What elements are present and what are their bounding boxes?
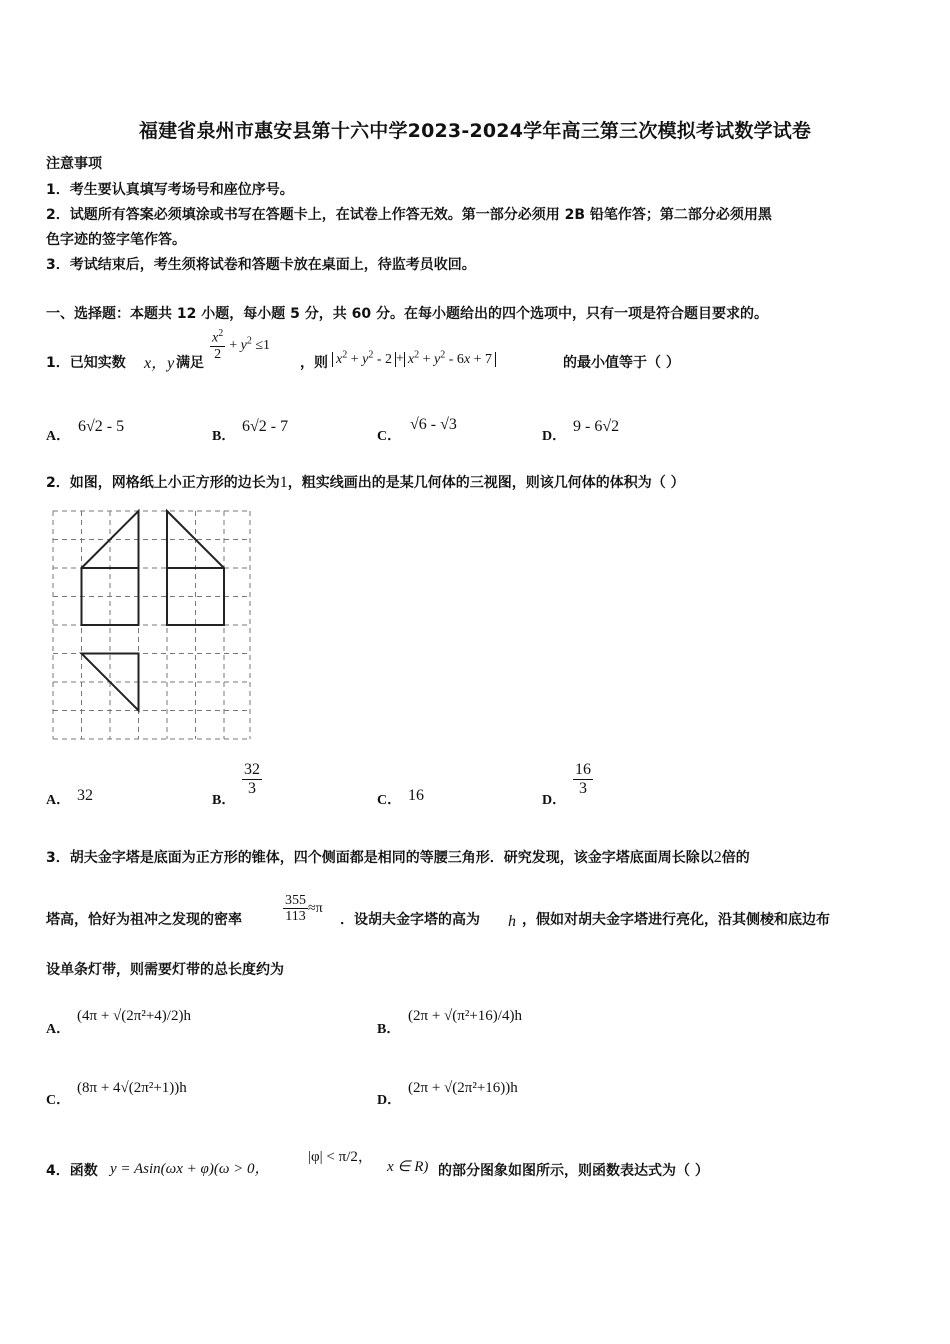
q3-line2c: ，假如对胡夫金字塔进行亮化，沿其侧棱和底边布 xyxy=(522,912,830,928)
q2-option-a-letter: A． xyxy=(46,793,71,808)
q3-option-c: (8π + 4√(2π²+1))h xyxy=(77,1080,187,1096)
q2-option-b xyxy=(242,761,262,797)
q2-option-d-num: 16 xyxy=(575,761,591,778)
q3-line1 xyxy=(46,847,750,867)
q3-option-b: (2π + √(π²+16)/4)h xyxy=(408,1008,522,1024)
q2-option-d-letter: D． xyxy=(542,793,567,808)
q3-h: h xyxy=(508,913,516,930)
q1-option-d-letter: D． xyxy=(542,429,567,444)
q2-option-b-letter: B． xyxy=(212,793,236,808)
q2-stem-part: 2．如图，网格纸上小正方形的边长为 xyxy=(46,475,280,491)
q4-domain: x ∈ R) xyxy=(387,1159,429,1175)
side-view xyxy=(167,511,224,625)
q2-stem-num: 1 xyxy=(279,474,288,491)
q3-option-a: (4π + √(2π²+4)/2)h xyxy=(77,1008,191,1024)
q4-function: y = Asin(ωx + φ)(ω > 0， xyxy=(110,1161,270,1177)
q2-option-a: 32 xyxy=(77,787,93,804)
q1-option-b-letter: B． xyxy=(212,429,236,444)
q3-option-d-letter: D． xyxy=(377,1093,402,1108)
q3-line1-text: 3．胡夫金字塔是底面为正方形的锥体，四个侧面都是相同的等腰三角形．研究发现，该金字塔底面周长除以 xyxy=(46,850,714,866)
notice-item: 3．考试结束后，考生须将试卷和答题卡放在桌面上，待监考员收回。 xyxy=(46,257,476,273)
q1-option-d: 9 - 6√2 xyxy=(573,418,620,435)
q2-option-c-letter: C． xyxy=(377,793,402,808)
q1-condition: $\frac{x^2}{2}$ + $y^2 \le 1$ xyxy=(212,328,271,363)
q3-option-d: (2π + √(2π²+16))h xyxy=(408,1080,518,1096)
q3-approx: ≈π xyxy=(308,901,323,917)
q1-vars: x，y xyxy=(144,355,175,372)
q4-prefix: 4．函数 xyxy=(46,1163,98,1179)
q2-option-d-den: 3 xyxy=(579,779,587,797)
q3-line1-num: 2 xyxy=(713,849,722,866)
q3-line3: 设单条灯带，则需要灯带的总长度约为 xyxy=(46,962,284,978)
q2-option-d xyxy=(573,761,593,797)
q3-frac-den: 113 xyxy=(285,909,306,925)
q2-option-c: 16 xyxy=(408,787,424,804)
front-view xyxy=(82,511,139,625)
three-view-figure xyxy=(50,508,254,742)
q3-frac-num: 355 xyxy=(285,893,306,908)
q2-option-b-num: 32 xyxy=(244,761,260,778)
notice-heading: 注意事项 xyxy=(46,156,102,172)
q3-line2a: 塔高，恰好为祖冲之发现的密率 xyxy=(46,912,242,928)
q3-line2b: ．设胡夫金字塔的高为 xyxy=(340,912,480,928)
q3-option-c-letter: C． xyxy=(46,1093,71,1108)
q3-line1-tail: 倍的 xyxy=(721,850,750,866)
page-title: 福建省泉州市惠安县第十六中学2023-2024学年高三第三次模拟考试数学试卷 xyxy=(138,120,812,142)
q1-option-a-letter: A． xyxy=(46,429,71,444)
q2-stem xyxy=(46,472,685,492)
section-heading: 一、选择题：本题共 12 小题，每小题 5 分，共 60 分。在每小题给出的四个选项中，只有一项是符合题目要求的。 xyxy=(46,306,768,322)
q1-mid: 满足 xyxy=(176,355,204,371)
q1-option-b: 6√2 - 7 xyxy=(242,418,289,435)
q3-option-b-letter: B． xyxy=(377,1022,401,1037)
q1-prefix: 1．已知实数 xyxy=(46,355,126,371)
q4-suffix: 的部分图象如图所示，则函数表达式为（ ） xyxy=(438,1163,709,1179)
q1-option-c-letter: C． xyxy=(377,429,402,444)
notice-item: 2．试题所有答案必须填涂或书写在答题卡上，在试卷上作答无效。第一部分必须用 2B 铅笔作答；第二部分必须用黑 xyxy=(46,207,772,223)
notice-item: 色字迹的签字笔作答。 xyxy=(46,232,186,248)
q1-suffix: 的最小值等于（ ） xyxy=(563,355,680,371)
q1-option-c: √6 - √3 xyxy=(410,416,457,433)
q2-stem-rest: ，粗实线画出的是某几何体的三视图，则该几何体的体积为（ ） xyxy=(287,475,685,491)
notice-item: 1．考生要认真填写考场号和座位序号。 xyxy=(46,182,294,198)
q1-mid2: ，则 xyxy=(300,355,328,371)
q3-option-a-letter: A． xyxy=(46,1022,71,1037)
q3-ratio xyxy=(283,893,323,925)
q4-condition: |φ| < π/2， xyxy=(308,1149,373,1165)
q1-expression: $x^2 + y^2 - 2 + x^2 + y^2 - 6x + 7$ xyxy=(332,349,496,368)
q2-option-b-den: 3 xyxy=(248,779,256,797)
q1-option-a: 6√2 - 5 xyxy=(78,418,125,435)
